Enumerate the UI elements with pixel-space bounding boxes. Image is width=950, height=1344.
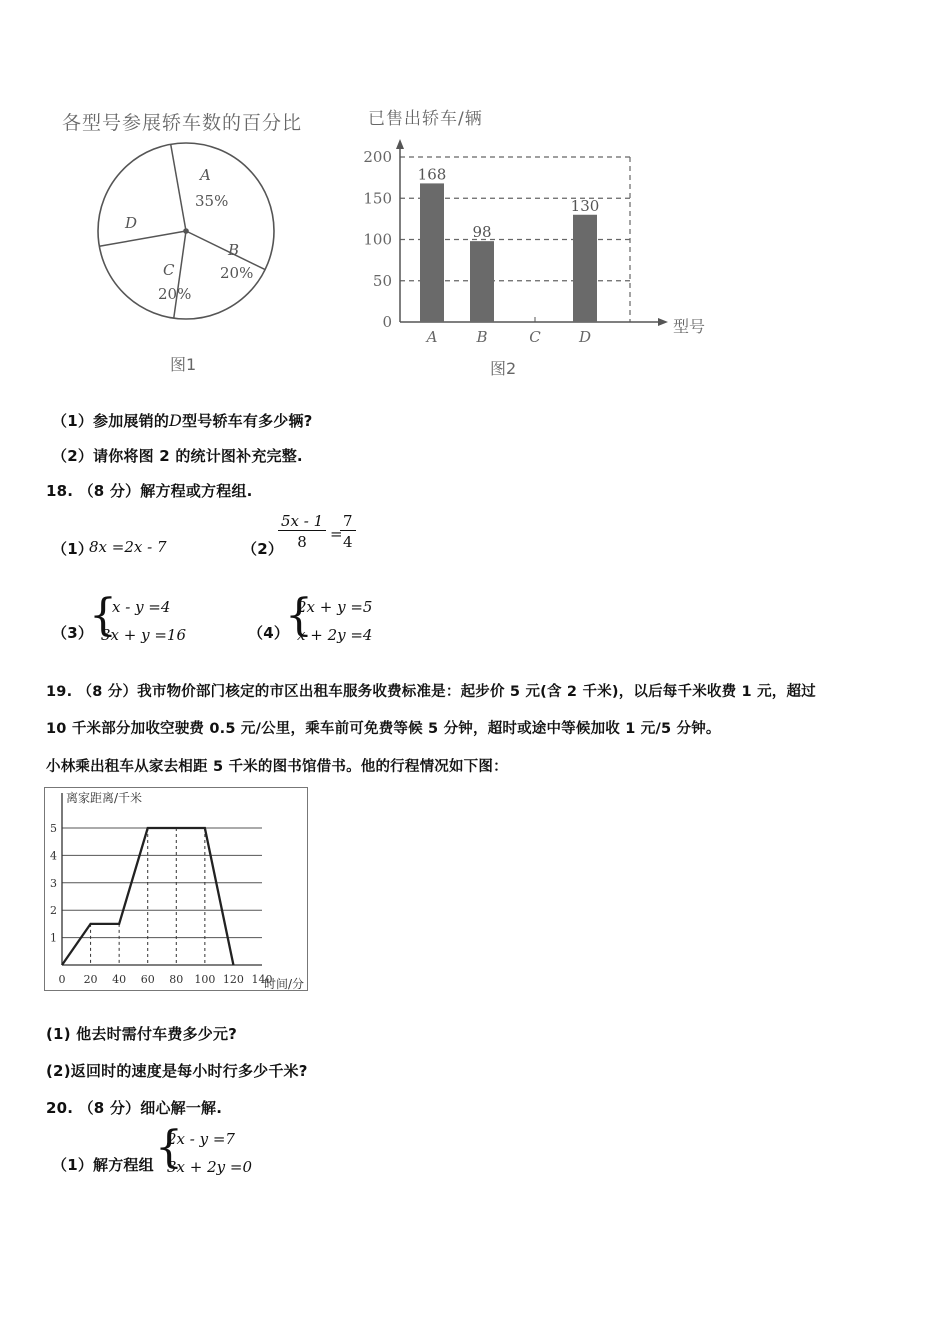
q20-label-1: （1）解方程组 (52, 1156, 154, 1174)
bar-value-label-A: 168 (417, 165, 447, 184)
q20-title: 20. （8 分）细心解一解. (46, 1099, 223, 1117)
bar-y-tick-150: 150 (363, 189, 392, 208)
dt-x-tick-20: 20 (83, 973, 98, 986)
q19-line1: 19. （8 分）我市物价部门核定的市区出租车服务收费标准是：起步价 5 元(含 2 千米)，以后每千米收费 1 元，超过 (46, 684, 816, 700)
q18-title: 18. （8 分）解方程或方程组. (46, 482, 253, 500)
q20-eq-line2: 3x + 2y =0 (167, 1158, 253, 1176)
q18-label-3: （3） (52, 624, 94, 642)
dt-y-axis-label: 离家距离/千米 (66, 791, 143, 805)
q18-eq-1: 8x =2x - 7 (89, 538, 167, 556)
bar-category-label-D: D (578, 328, 592, 346)
bar-y-tick-50: 50 (372, 271, 392, 290)
pie-pct-b: 20% (220, 264, 254, 282)
dt-x-axis-label: 时间/分 (264, 977, 305, 991)
fig1-caption: 图1 (170, 355, 197, 374)
bar-chart (355, 125, 725, 355)
pie-label-a: A (200, 166, 211, 184)
pie-boundary-3 (99, 231, 186, 246)
dt-x-tick-60: 60 (140, 973, 155, 986)
pie-pct-a: 35% (195, 192, 229, 210)
q18-eq-4-line1: 2x + y =5 (297, 598, 373, 616)
q19-sub2: (2)返回时的速度是每小时行多少千米? (46, 1062, 308, 1080)
distance-time-chart (44, 787, 314, 997)
q18-label-2: （2） (242, 540, 284, 558)
q18-eq-2-right-fraction (340, 512, 356, 551)
bar-category-label-A: A (426, 328, 438, 346)
q18-eq-4-brace: { (285, 590, 313, 641)
bar-D (573, 215, 597, 322)
q18-eq-4-line2: x + 2y =4 (297, 626, 373, 644)
dt-x-tick-40: 40 (112, 973, 127, 986)
pie-boundary-2 (174, 231, 186, 318)
q18-label-4: （4） (248, 624, 290, 642)
pie-label-b: B (228, 241, 240, 259)
pie-boundary-0 (171, 144, 186, 231)
pie-chart (85, 135, 285, 345)
dt-x-tick-120: 120 (222, 973, 244, 986)
bar-value-label-D: 130 (570, 196, 600, 215)
dt-y-tick-5: 5 (50, 822, 57, 835)
dt-y-tick-1: 1 (50, 931, 57, 945)
q18-eq-2-denominator: 8 (297, 533, 307, 551)
pie-center-dot (183, 228, 189, 234)
pie-chart-title: 各型号参展轿车数的百分比 (62, 112, 303, 134)
bar-y-tick-200: 200 (363, 148, 392, 166)
bar-y-axis-arrow (396, 139, 404, 149)
q18-eq-3-line1: x - y =4 (112, 598, 171, 616)
pie-pct-c: 20% (158, 285, 192, 303)
q18-eq-2-equals: = (330, 525, 343, 543)
q18-eq-3-brace: { (89, 590, 117, 641)
dt-x-tick-0: 0 (58, 973, 66, 986)
q18-eq-2-left-fraction (278, 512, 326, 551)
bar-category-label-C: C (529, 328, 541, 346)
dt-x-tick-100: 100 (194, 973, 216, 986)
q19-line3: 小林乘出租车从家去相距 5 千米的图书馆借书。他的行程情况如下图： (46, 759, 508, 775)
bar-A (420, 183, 444, 322)
q19-sub1: (1) 他去时需付车费多少元? (46, 1025, 238, 1043)
dt-y-tick-3: 3 (50, 876, 57, 890)
bar-x-axis-label: 型号 (673, 317, 706, 336)
pie-label-d: D (125, 214, 138, 232)
dt-x-tick-140: 140 (251, 973, 273, 986)
bar-category-label-B: B (476, 328, 488, 346)
q17-part2: （2）请你将图 2 的统计图补充完整. (52, 447, 303, 465)
q20-eq-line1: 2x - y =7 (167, 1130, 235, 1148)
dt-y-tick-2: 2 (50, 904, 57, 918)
bar-chart-ylabel: 已售出轿车/辆 (368, 109, 483, 129)
q18-eq-2-numerator: 5x - 1 (278, 512, 326, 531)
bar-y-tick-100: 100 (363, 230, 392, 249)
q18-eq-2-right-numerator: 7 (340, 512, 356, 531)
q17-var-d: D (169, 411, 183, 430)
bar-value-label-B: 98 (472, 223, 492, 242)
q17-part1: （1）参加展销的D型号轿车有多少辆? (52, 411, 313, 430)
bar-B (470, 241, 494, 322)
bar-x-axis-arrow (658, 318, 668, 326)
bar-y-tick-0: 0 (382, 313, 392, 331)
dt-y-tick-4: 4 (50, 849, 57, 863)
pie-label-c: C (163, 261, 175, 279)
q18-eq-3-line2: 3x + y =16 (101, 626, 187, 644)
q19-line2: 10 千米部分加收空驶费 0.5 元/公里，乘车前可免费等候 5 分钟，超时或途中等候加收 1 元/5 分钟。 (46, 721, 721, 737)
q18-eq-2-right-denominator: 4 (343, 533, 353, 551)
fig2-caption: 图2 (490, 359, 517, 378)
q20-eq-brace: { (155, 1122, 183, 1173)
dt-x-tick-80: 80 (169, 973, 184, 986)
q18-label-1: （1） (52, 540, 94, 558)
